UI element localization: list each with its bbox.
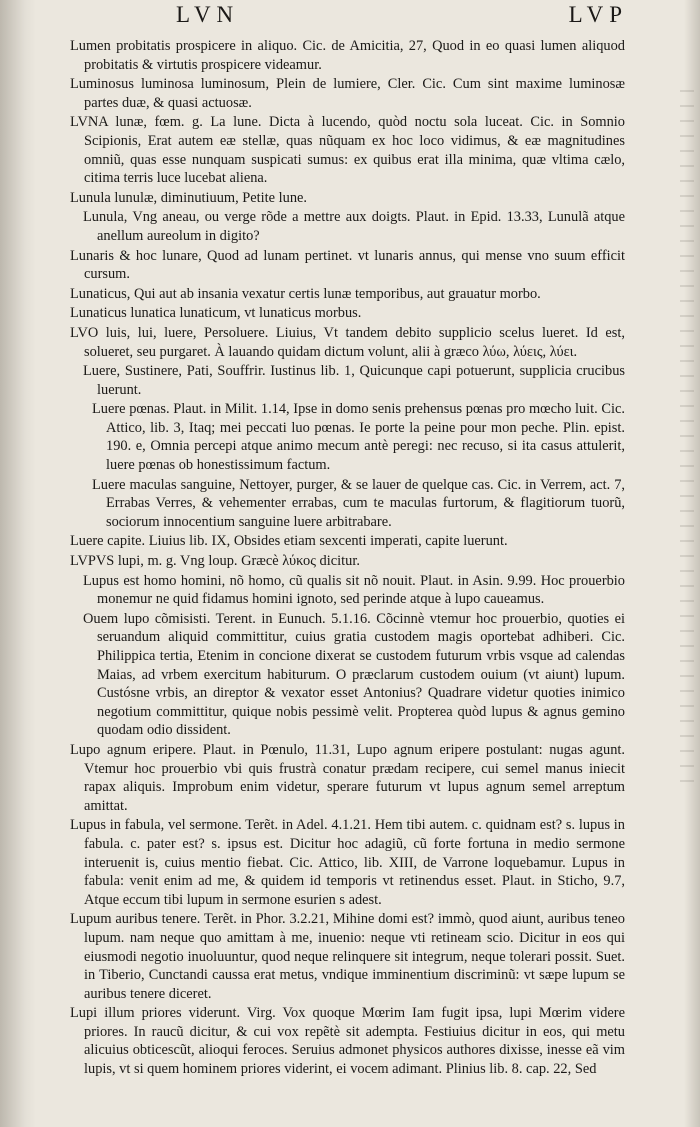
- running-head-left: LVN: [176, 2, 240, 27]
- dictionary-entry: Lunaticus lunatica lunaticum, vt lunaticus morbus.: [70, 305, 362, 322]
- running-header: [176, 2, 628, 32]
- dictionary-text: [70, 37, 625, 1080]
- dictionary-entry: Luere maculas sanguine, Nettoyer, purger, & se lauer de quelque cas. Cic. in Verrem, act. 7, Errabas Verres, & vehementer errabas, cum te maculas furtorum, & flagitiorum tuorũ, sociorum innocentium sanguine luere arbitrabare.: [92, 476, 625, 530]
- dictionary-entry: Luminosus luminosa luminosum, Plein de lumiere, Cler. Cic. Cum sint maxime luminosæ partes duæ, & quasi actuosæ.: [70, 76, 625, 111]
- dictionary-entry: Lupus est homo homini, nõ homo, cũ qualis sit nõ nouit. Plaut. in Asin. 9.99. Hoc prouerbio monemur ne quid fidamus homini ignoto, sed perinde atque à lupo caueamus.: [83, 572, 625, 608]
- dictionary-entry: Ouem lupo cõmisisti. Terent. in Eunuch. 5.1.16. Cõcinnè vtemur hoc prouerbio, quoties ei seruandum aliquid committitur, cuius gratia custodem magis oportebat adhiberi. Cic. Philippica tertia, Etenim in concione dixerat se custodem futurum vrbis vsque ad calendas Maias, ad vrbem exercitum habiturum. O præclarum custodem ouium (vt aiunt) lupum. Custósne vrbis, an direptor & vexator esset Antonius? Quadrare videtur quoties inimico negotium committitur, quique nobis pessimè velit. Propterea quòd lupus & agnus gemino quodam odio dissident.: [83, 610, 625, 739]
- dictionary-entry: Luere pœnas. Plaut. in Milit. 1.14, Ipse in domo senis prehensus pœnas pro mœcho luit. Cic. Attico, lib. 3, Itaq; mei peccati luo pœnas. Ie porte la peine pour mon peche. Plin. epist. 190. e, Omnia percepi atque animo mecum antè peregi: nec recuso, si ita casus attulerit, luere pœnas ob honestissimum factum.: [92, 401, 625, 474]
- dictionary-entry: LVPVS lupi, m. g. Vng loup. Græcè λύκος dicitur.: [70, 553, 360, 570]
- dictionary-entry: LVO luis, lui, luere, Persoluere. Liuius, Vt tandem debito supplicio scelus lueret. Id est, solueret, seu purgaret. À lauando quidam dictum volunt, alii à græco λύω, λύεις, λύει.: [70, 324, 625, 360]
- dictionary-entry: Lupus in fabula, vel sermone. Terẽt. in Adel. 4.1.21. Hem tibi autem. c. quidnam est? s. lupus in fabula. c. pater est? s. ipsus est. Dicitur hoc adagiũ, cũ forte fortuna in medio sermone interuenit is, cuius mentio fiebat. Cic. Attico, lib. XIII, de Varrone loquebamur. Lupus in fabula: venit enim ad me, & quidem id temporis vt retinendus esset. Plaut. in Sticho, 9.7, Atque eccum tibi lupum in sermone esurien s adest.: [70, 817, 625, 908]
- dictionary-entry: LVNA lunæ, fœm. g. La lune. Dicta à lucendo, quòd noctu sola luceat. Cic. in Somnio Scipionis, Erat autem eæ stellæ, quas nũquam ex hoc loco vidimus, & eæ magnitudines omniũ, quas esse nunquam suspicati sumus: ex quibus erat illa minima, quæ vltima cælo, citima terris luce lucebat aliena.: [70, 114, 625, 187]
- dictionary-entry: Lunula lunulæ, diminutiuum, Petite lune.: [70, 189, 308, 206]
- dictionary-entry: Lumen probitatis prospicere in aliquo. Cic. de Amicitia, 27, Quod in eo quasi lumen aliquod probitatis & virtutis prospicere videamur.: [70, 38, 625, 73]
- dictionary-entry: Lunaris & hoc lunare, Quod ad lunam pertinet. vt lunaris annus, qui mense vno suum efficit cursum.: [70, 247, 625, 283]
- running-head-right: LVP: [568, 2, 628, 27]
- dictionary-entry: Lunaticus, Qui aut ab insania vexatur certis lunæ temporibus, aut grauatur morbo.: [70, 285, 541, 302]
- dictionary-entry: Lupum auribus tenere. Terẽt. in Phor. 3.2.21, Mihine domi est? immò, quod aiunt, auribus teneo lupum. nam neque quo amittam à me, inuenio: neque vti retineam scio. Dicitur in eos qui eiusmodi negotio inuoluuntur, quod neque relinquere sit integrum, neque tolerari possit. Suet. in Tiberio, Cunctandi caussa erat metus, vndique imminentium discriminũ: vt sæpe lupum se auribus tenere diceret.: [70, 911, 625, 1002]
- binding-shadow: [0, 0, 36, 1127]
- show-through-texture: [680, 90, 694, 790]
- dictionary-entry: Lupo agnum eripere. Plaut. in Pœnulo, 11.31, Lupo agnum eripere postulant: nugas agunt. Vtemur hoc prouerbio vbi quis frustrà conatur prædam recipere, cui semel manus iniecit rapax aliquis. Improbum enim videtur, sperare futurum vt lupus agnum semel arreptum amittat.: [70, 741, 625, 814]
- dictionary-entry: Lunula, Vng aneau, ou verge rõde a mettre aux doigts. Plaut. in Epid. 13.33, Lunulã atque anellum aureolum in digito?: [83, 209, 625, 244]
- dictionary-entry: Luere, Sustinere, Pati, Souffrir. Iustinus lib. 1, Quicunque capi potuerunt, supplicia crucibus luerunt.: [83, 363, 625, 398]
- dictionary-entry: Luere capite. Liuius lib. IX, Obsides etiam sexcenti imperati, capite luerunt.: [70, 533, 508, 550]
- dictionary-entry: Lupi illum priores viderunt. Virg. Vox quoque Mœrim Iam fugit ipsa, lupi Mœrim videre priores. In raucũ dicitur, & cui vox repẽtè sit adempta. Festiuius dicitur in eos, qui metu alicuius obticescũt, alioqui feroces. Seruius admonet physicos authores dixisse, inesse eã vim lupis, vt si quem hominem priores viderint, ei vocem adimant. Plinius lib. 8. cap. 22, Sed: [70, 1005, 625, 1078]
